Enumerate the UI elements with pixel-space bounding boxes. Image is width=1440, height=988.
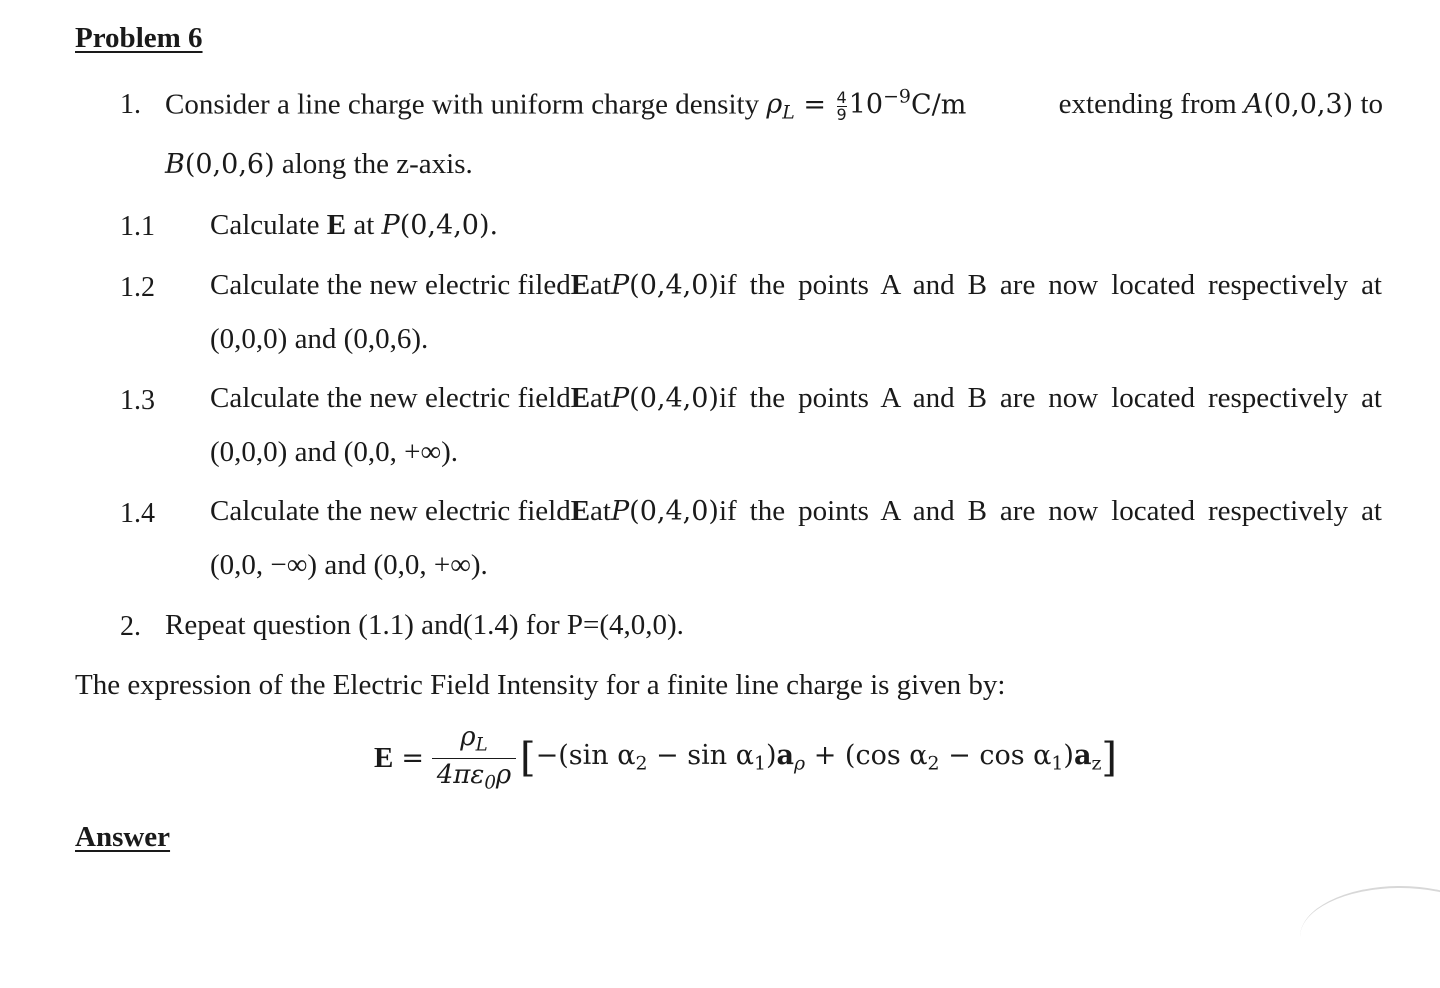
sub-1-3-line1: [210, 384, 1382, 413]
electric-field-formula: [374, 724, 1117, 792]
numerator-subscript: L: [475, 734, 488, 756]
q2-text: Repeat question (1.1) and(1.4) for P=(4,0,0).: [165, 609, 684, 641]
power-of-ten: [848, 86, 911, 121]
point-a-coords: (0,0,3): [1263, 89, 1354, 121]
q2-number: 2.: [120, 611, 141, 642]
field-vector-e: E: [570, 382, 591, 414]
point-b-label: B: [165, 149, 185, 180]
point-p-label: P: [610, 496, 630, 527]
sub-number-1-4: 1.4: [120, 498, 155, 529]
q1-line1-right: [1059, 90, 1383, 119]
denominator-rho: ρ: [495, 759, 512, 790]
sub-1-4-mid: at: [590, 495, 611, 527]
sub-1-2-line1: [210, 271, 1382, 300]
problem-heading: Problem 6: [75, 22, 203, 54]
formula-close-bracket: ]: [1101, 735, 1118, 782]
a-z-subscript: z: [1091, 753, 1102, 776]
fraction-numerator: 4: [836, 88, 847, 108]
a-rho-subscript: ρ: [794, 753, 806, 776]
formula-numerator: [432, 724, 516, 758]
power-base: 10: [848, 89, 884, 121]
sub-1-4-line2: (0,0, −∞) and (0,0, +∞).: [210, 549, 488, 581]
charge-fraction: [837, 90, 847, 123]
formula-equals: =: [401, 742, 424, 774]
to-word: to: [1353, 88, 1383, 121]
point-p-coords: (0,4,0).: [399, 210, 499, 241]
q1-line2-rest: along the z-axis.: [274, 148, 473, 180]
sub-1-1-before: Calculate: [210, 209, 327, 241]
sub-1-2-after: if the points A and B are now located respectively at: [718, 269, 1382, 301]
sub-1-3-mid: at: [590, 382, 611, 414]
rho-subscript: L: [782, 102, 795, 125]
rho-symbol: [766, 89, 795, 125]
unit-vector-a-rho: a: [776, 740, 795, 772]
sub-1-3-after: if the points A and B are now located respectively at: [718, 382, 1382, 414]
formula-open-bracket: [: [519, 735, 536, 782]
sub-1-4-line1: [210, 497, 1382, 526]
denominator-subscript: 0: [484, 772, 496, 794]
fraction-denominator: 9: [836, 105, 847, 125]
sub-1-2-mid: at: [590, 269, 611, 301]
sub-1-4-before: Calculate the new electric field: [210, 495, 571, 527]
alpha1-cos-subscript: 1: [1051, 753, 1064, 776]
expression-intro: The expression of the Electric Field Intensity for a finite line charge is given by:: [75, 669, 1006, 701]
power-exponent: −9: [883, 86, 911, 108]
sub-1-2-line2: (0,0,0) and (0,0,6).: [210, 323, 429, 355]
sub-1-4-after: if the points A and B are now located respectively at: [718, 495, 1382, 527]
charge-unit: C/m: [910, 89, 967, 121]
point-p-label: P: [610, 270, 630, 301]
formula-body-part2: − sin α: [647, 740, 754, 772]
point-p-label: P: [381, 210, 400, 241]
page-curl-decoration: [1300, 886, 1440, 988]
point-p-coords: (0,4,0): [629, 383, 719, 414]
answer-heading: Answer: [75, 821, 171, 853]
point-a-label: A: [1243, 89, 1264, 121]
formula-body-part4: + (cos α: [805, 740, 928, 772]
field-vector-e: E: [570, 495, 591, 527]
formula-body: [536, 742, 1102, 774]
sub-1-2-before: Calculate the new electric filed: [210, 269, 571, 301]
sub-1-1-line1: [210, 211, 498, 240]
field-vector-e: E: [570, 269, 591, 301]
formula-denominator: [432, 759, 516, 793]
point-p-coords: (0,4,0): [629, 270, 719, 301]
alpha2-subscript: 2: [635, 753, 648, 776]
sub-number-1-1: 1.1: [120, 211, 155, 242]
formula-lhs: E: [374, 741, 394, 774]
sub-number-1-3: 1.3: [120, 385, 155, 416]
rho-char: ρ: [766, 89, 783, 121]
point-p-label: P: [610, 383, 630, 414]
sub-1-3-line2: (0,0,0) and (0,0, +∞).: [210, 436, 459, 468]
point-p-coords: (0,4,0): [629, 496, 719, 527]
q1-line1-left: [165, 88, 966, 123]
unit-vector-a-z: a: [1073, 740, 1092, 772]
formula-body-part5: − cos α: [939, 740, 1052, 772]
numerator-rho: ρ: [460, 722, 476, 752]
sub-1-3-before: Calculate the new electric field: [210, 382, 571, 414]
formula-fraction: [432, 724, 516, 792]
q1-line1: [165, 88, 1383, 123]
alpha1-subscript: 1: [753, 753, 766, 776]
sub-1-1-mid: at: [346, 209, 382, 241]
alpha2-cos-subscript: 2: [927, 753, 940, 776]
denominator-main: 4πε: [436, 759, 485, 790]
field-vector-e: E: [326, 209, 347, 241]
formula-body-part1: −(sin α: [535, 740, 636, 772]
sub-number-1-2: 1.2: [120, 272, 155, 303]
point-b-coords: (0,0,6): [184, 149, 275, 180]
q1-number: 1.: [120, 89, 141, 120]
q1-line2: [165, 150, 473, 179]
equals-sign: =: [794, 89, 835, 121]
formula-body-part6: ): [1063, 740, 1074, 772]
q1-prefix: Consider a line charge with uniform charge density: [165, 88, 767, 121]
q1-suffix: extending from: [1058, 88, 1244, 121]
formula-body-part3: ): [765, 740, 777, 772]
